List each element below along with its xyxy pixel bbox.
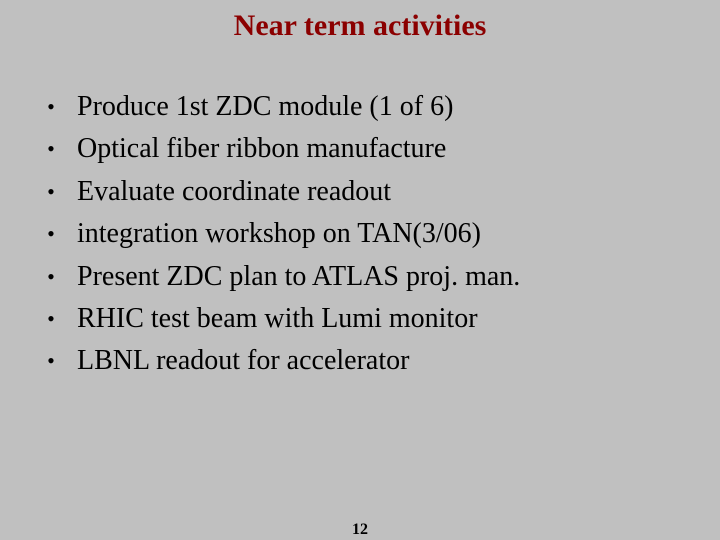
bullet-icon: • [47, 94, 55, 119]
bullet-icon: • [47, 178, 55, 204]
bullet-text: LBNL readout for accelerator [77, 345, 410, 377]
bullet-text: Produce 1st ZDC module (1 of 6) [77, 91, 454, 122]
slide-title: Near term activities [233, 9, 487, 42]
bullet-text: Evaluate coordinate readout [77, 175, 392, 207]
bullet-text: Present ZDC plan to ATLAS proj. man. [77, 260, 521, 292]
bullet-icon: • [47, 221, 55, 247]
page-number: 12 [352, 521, 368, 538]
bullet-text: Optical fiber ribbon manufacture [77, 133, 447, 165]
bullet-icon: • [47, 305, 55, 331]
bullet-text: RHIC test beam with Lumi monitor [77, 302, 478, 334]
bullet-icon: • [47, 263, 55, 289]
bullet-text: integration workshop on TAN(3/06) [77, 218, 481, 250]
bullet-icon: • [47, 348, 55, 374]
bullet-icon: • [47, 136, 55, 162]
